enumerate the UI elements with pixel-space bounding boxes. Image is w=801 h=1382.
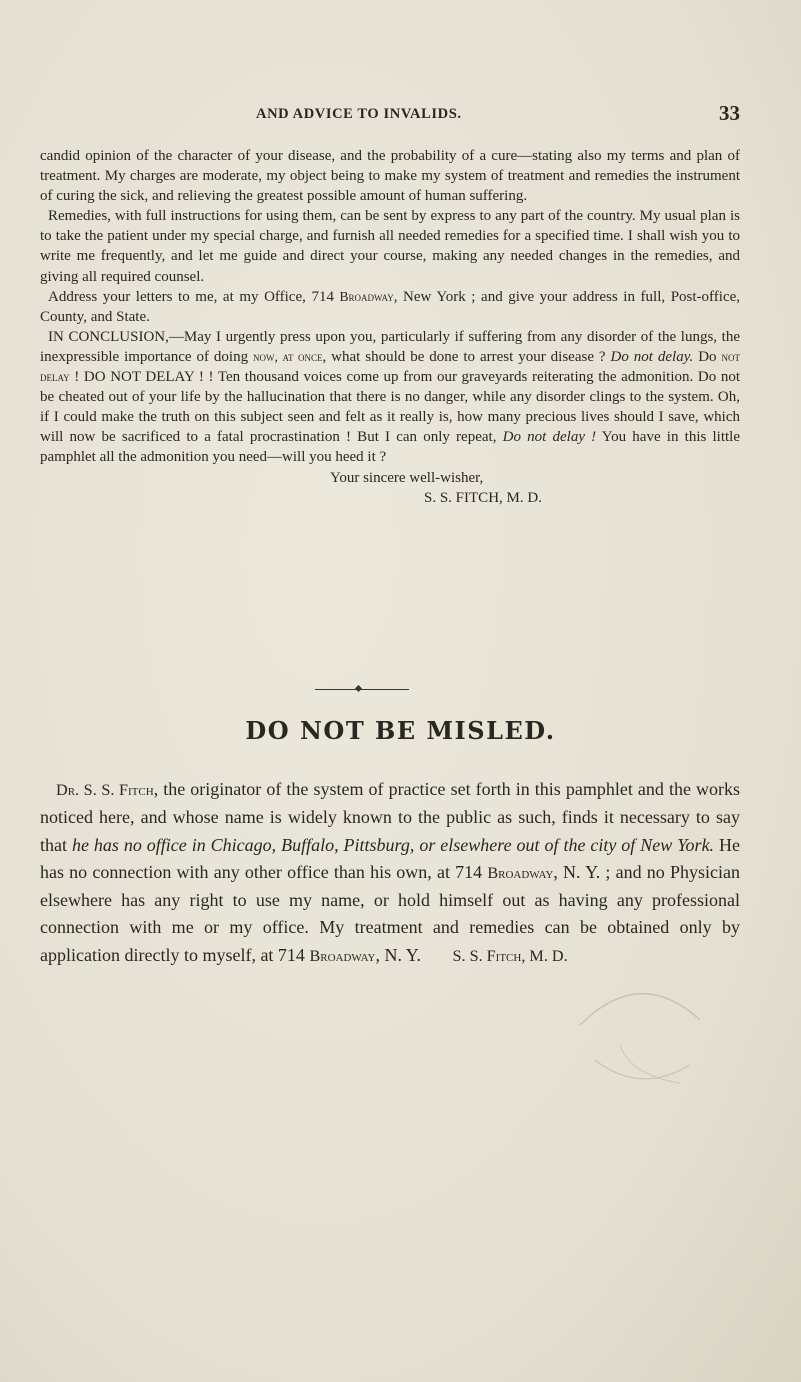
signature-block bbox=[40, 468, 740, 508]
notice-signature: S. S. Fitch, M. D. bbox=[452, 946, 568, 965]
conclusion-text-g: ! DO NOT DELAY ! ! Ten thousand voices come up from our graveyards reiterating the admonition. Do not be cheated out of your life by the hallucination that there is no danger, while any disorder clings to the system. Oh, if I could make the truth on this subject seen and felt as it really is, how many precious lives should I save, which will now be sacrificed to a fatal procrastination ! But I can only repeat, bbox=[40, 369, 740, 446]
divider-diamond bbox=[355, 685, 362, 692]
library-stamp-icon bbox=[560, 965, 720, 1105]
signature-line-2: S. S. FITCH, M. D. bbox=[424, 489, 542, 506]
notice-paragraph bbox=[40, 776, 740, 970]
page-header bbox=[40, 101, 740, 126]
paragraph-4 bbox=[40, 327, 740, 468]
notice-text-f: , N. Y. ; and no Physician elsewhere has any right to use my name, or hold himself out as having any professional connection with me or my office. My treatment and remedies can be obtained only by application directly to myself, at 714 bbox=[40, 861, 740, 965]
notice-street-2: Broadway bbox=[309, 946, 376, 965]
conclusion-text-e: Do bbox=[693, 348, 722, 365]
running-head: AND ADVICE TO INVALIDS. bbox=[256, 106, 462, 122]
page-number: 33 bbox=[719, 101, 740, 125]
notice-name: Dr. S. S. Fitch bbox=[56, 781, 154, 799]
paragraph-2 bbox=[40, 206, 740, 286]
notice-street: Broadway bbox=[487, 863, 554, 882]
notice-no-office: he has no office in Chicago, Buffalo, Pittsburg, or elsewhere out of the city of New York. bbox=[71, 834, 715, 855]
conclusion-do-not-delay-2: Do not delay ! bbox=[502, 429, 597, 446]
paragraph-2-text: Remedies, with full instructions for using them, can be sent by express to any part of the country. My usual plan is to take the patient under my special charge, and furnish all needed remedies for a specified time. I shall wish you to write me frequently, and let me guide and direct your course, making any needed changes in the remedies, and giving all required counsel. bbox=[40, 208, 740, 285]
section-heading: DO NOT BE MISLED. bbox=[245, 716, 556, 745]
signature-line-1: Your sincere well-wisher, bbox=[330, 469, 484, 486]
divider-rule bbox=[315, 689, 409, 690]
paragraph-1 bbox=[40, 146, 740, 206]
paragraph-1-text: candid opinion of the character of your disease, and the probability of a cure—stating also my terms and plan of treatment. My charges are moderate, my object being to make my system of treatment and remedies the instrument of curing the sick, and relieving the greatest possible amount of human suffering. bbox=[40, 148, 740, 205]
address-rest: , New York ; and give your address in full, Post-office, County, and State. bbox=[40, 288, 741, 325]
address-street: Broadway bbox=[339, 288, 394, 304]
notice-text-d: He has no connection with any other office than his own, at 714 bbox=[40, 834, 740, 882]
notice-text-b: , the originator of the system of practice set forth in this pamphlet and the works noticed here, and whose name is widely known to the public as such, finds it necessary to say that bbox=[40, 779, 741, 855]
paragraph-3 bbox=[40, 287, 740, 327]
section-two bbox=[40, 776, 740, 970]
conclusion-now: now, at once bbox=[253, 348, 323, 364]
section-one bbox=[40, 146, 740, 508]
conclusion-text-i: You have in this little pamphlet all the admonition you need—will you heed it ? bbox=[40, 429, 741, 466]
conclusion-do-not-delay: Do not delay. bbox=[610, 348, 694, 365]
conclusion-not-delay: not delay bbox=[40, 348, 740, 385]
conclusion-text-c: , what should be done to arrest your disease ? bbox=[322, 348, 611, 365]
notice-text-h: , N. Y. bbox=[375, 944, 421, 965]
conclusion-text-a: IN CONCLUSION,—May I urgently press upon you, particularly if suffering from any disorder of the lungs, the inexpressible importance of doing bbox=[40, 328, 740, 365]
address-text: Address your letters to me, at my Office, 714 bbox=[48, 288, 340, 305]
